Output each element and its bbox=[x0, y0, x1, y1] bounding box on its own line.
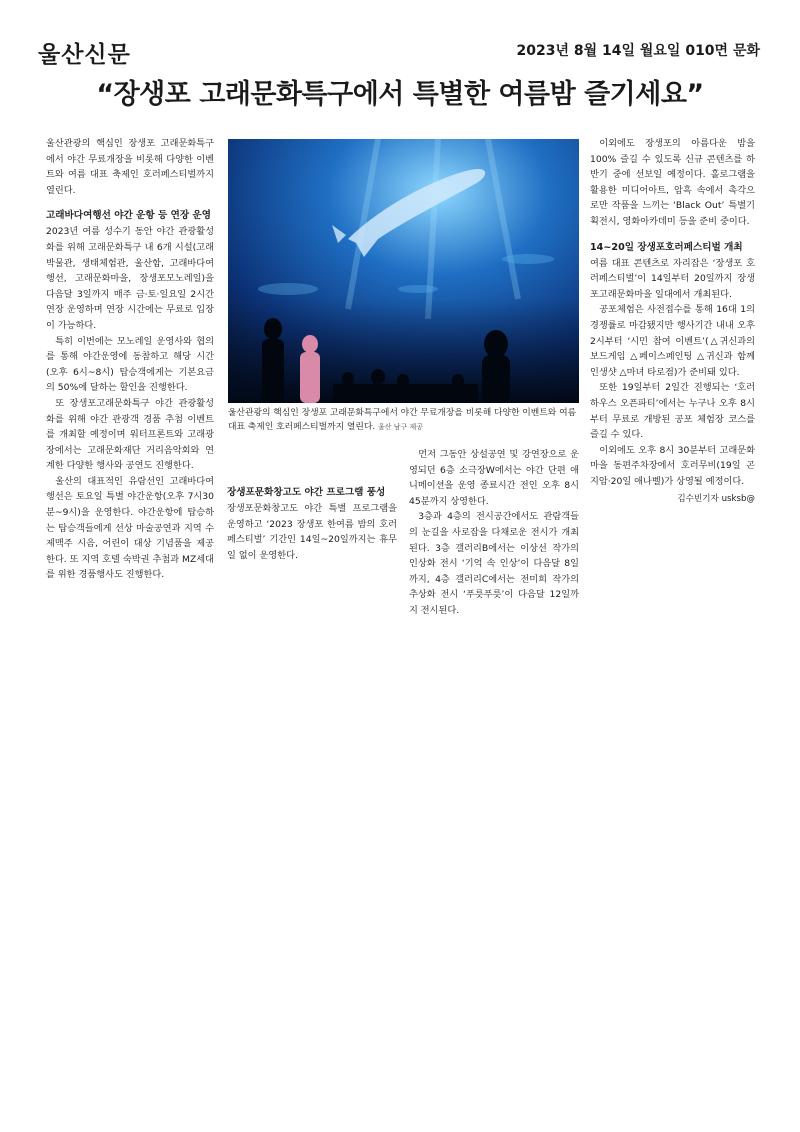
paragraph: 또 장생포고래문화특구 야간 관광활성화를 위해 야간 관광객 경품 추첨 이벤트를 개최할 예정이며 워터프론트와 고래광장에서는 고래문화재단 거리음악회와 연계한 다양한 행사와 공연도 진행한다. bbox=[46, 397, 214, 472]
article-column-3 bbox=[409, 447, 579, 619]
paragraph: 2023년 여름 성수기 동안 야간 관광활성화를 위해 고래문화특구 내 6개 시설(고래박물관, 생태체험관, 울산함, 고래바다여행선, 고래문화마을, 장생포모노레일)을 다음달 3일까지 매주 금·토·일요일 2시간 연장 운영하며 연장 시간에는 무료로 입장이 가능하다. bbox=[46, 226, 214, 331]
headline: “장생포 고래문화특구에서 특별한 여름밤 즐기세요” bbox=[96, 79, 704, 110]
article-column-1 bbox=[46, 136, 214, 583]
photo-caption bbox=[228, 406, 579, 434]
paragraph: 여름 대표 콘텐츠로 자리잡은 ‘장생포 호러페스티벌’이 14일부터 20일까지 장생포고래문화마을 일대에서 개최된다. bbox=[590, 257, 755, 300]
paragraph: 이외에도 장생포의 아름다운 밤을 100% 즐길 수 있도록 신규 콘텐츠를 하반기 중에 선보일 예정이다. 홀로그램을 활용한 미디어아트, 암흑 속에서 촉각으로만 작품을 느끼는 ‘Black Out’ 특별기획전시, 영화아카데미 등을 준비 중이다. bbox=[590, 138, 755, 227]
section-heading-night-operation: 고래바다여행선 야간 운항 등 연장 운영 bbox=[46, 210, 211, 222]
masthead: 울산신문 bbox=[38, 42, 131, 68]
paragraph: 장생포문화창고도 야간 특별 프로그램을 운영하고 ‘2023 장생포 한여름 밤의 호러페스티벌’ 기간인 14일~20일까지는 휴무일 없이 운영한다. bbox=[227, 503, 397, 561]
aquarium-photo bbox=[228, 139, 579, 403]
section-heading-culture-warehouse: 장생포문화창고도 야간 프로그램 풍성 bbox=[227, 487, 386, 498]
caption-text: 울산관광의 핵심인 장생포 고래문화특구에서 야간 무료개장을 비롯해 다양한 이벤트와 여름 대표 축제인 호러페스티벌까지 열린다. bbox=[228, 408, 577, 432]
dateline: 2023년 8월 14일 월요일 010면 문화 bbox=[516, 43, 760, 59]
paragraph: 또한 19일부터 2일간 진행되는 ‘호러하우스 오픈파티’에서는 누구나 오후 8시부터 무료로 개방된 공포 체험장 코스를 즐길 수 있다. bbox=[590, 382, 755, 441]
photo-credit: 울산 남구 제공 bbox=[377, 423, 423, 431]
paragraph: 공포체험은 사전접수를 통해 16대 1의 경쟁률로 마감됐지만 행사기간 내내 오후 2시부터 ‘시민 참여 이벤트’(△귀신과의 보드게임 △페이스페인팅 △귀신과 함께 인생샷 △마녀 타로점)가 준비돼 있다. bbox=[590, 304, 755, 378]
byline: 김수빈기자 usksb@ bbox=[677, 494, 755, 505]
section-heading-horror-festival: 14~20일 장생포호러페스티벌 개최 bbox=[590, 241, 743, 253]
paragraph: 먼저 그동안 상설공연 및 강연장으로 운영되던 6층 소극장W에서는 야간 단편 애니메이션을 운영 종료시간 전인 오후 8시 45분까지 상영한다. bbox=[409, 449, 579, 507]
article-column-4 bbox=[590, 136, 755, 508]
paragraph: 이외에도 오후 8시 30분부터 고래문화마을 동편주차장에서 호러무비(19일 곤지암·20일 애나벨)가 상영될 예정이다. bbox=[590, 444, 755, 487]
lead-paragraph: 울산관광의 핵심인 장생포 고래문화특구에서 야간 무료개장을 비롯해 다양한 이벤트와 여름 대표 축제인 호러페스티벌까지 열린다. bbox=[46, 138, 214, 196]
paragraph: 울산의 대표적인 유람선인 고래바다여행선은 토요일 특별 야간운항(오후 7시30분~9시)을 운영한다. 야간운항에 탑승하는 탑승객들에게 선상 마술공연과 지역 수제맥주 시음, 어린이 대상 기념품을 제공한다. 또 지역 호텔 숙박권 추첨과 MZ세대를 위한 경품행사도 진행한다. bbox=[46, 475, 214, 581]
paragraph: 3층과 4층의 전시공간에서도 관람객들의 눈길을 사로잡을 다채로운 전시가 개최된다. 3층 갤러리B에서는 이상선 작가의 인상화 전시 ‘기억 속 인상’이 다음달 8일까지, 4층 갤러리C에서는 전미희 작가의 추상화 전시 ‘푸릇푸릇’이 다음달 12일까지 전시된다. bbox=[409, 511, 579, 616]
paragraph: 특히 이번에는 모노레일 운영사와 협의를 통해 야간운영에 동참하고 해당 시간(오후 6시~8시) 탑승객에게는 기본요금의 50%에 달하는 할인을 진행한다. bbox=[46, 335, 214, 394]
article-column-2 bbox=[227, 447, 397, 563]
